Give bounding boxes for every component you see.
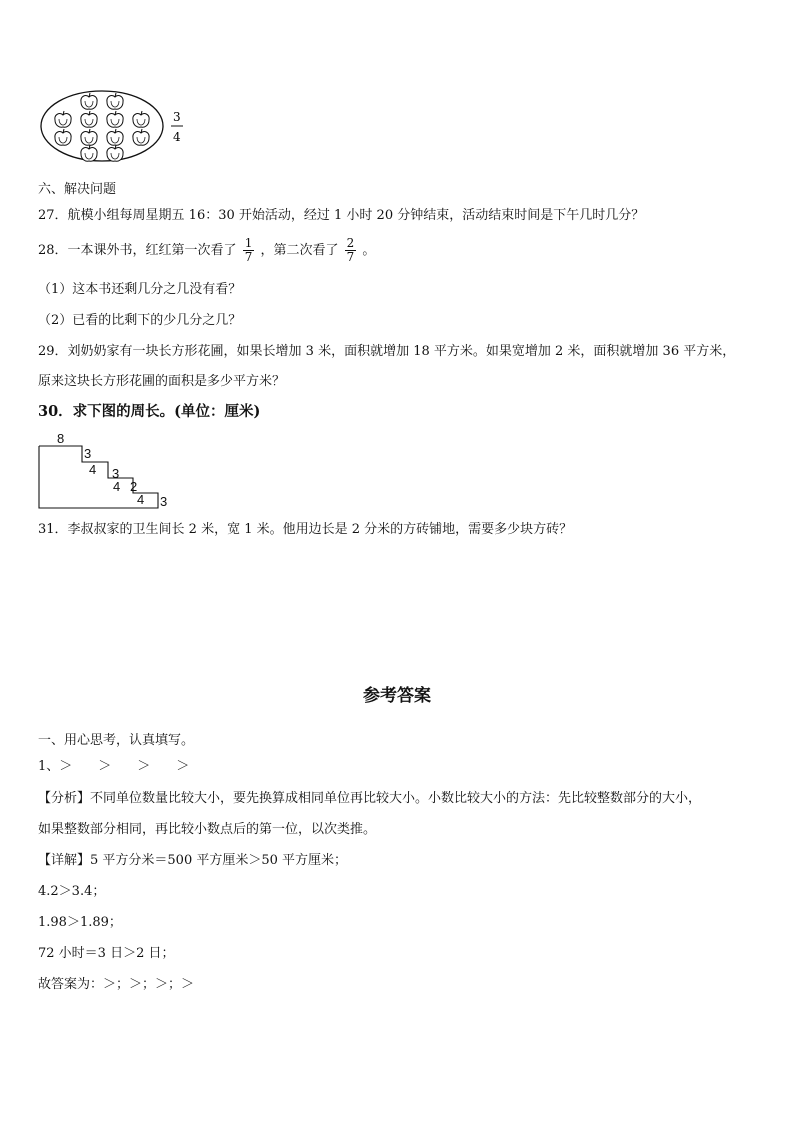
apple-icon (55, 129, 71, 145)
fraction-numerator: 1 (244, 236, 253, 250)
apple-icon (81, 93, 97, 109)
detail-line-c: 72 小时＝3 日＞2 日； (38, 946, 175, 961)
question-28-prefix: 28．一本课外书，红红第一次看了 (38, 243, 237, 258)
question-28-sub1: （1）这本书还剩几分之几没有看？ (38, 282, 242, 297)
apple-icon (81, 129, 97, 145)
detail-line-a: 4.2＞3.4； (38, 884, 106, 899)
apple-icon (107, 93, 123, 109)
fraction-numerator: 3 (173, 110, 181, 124)
answer-1: 1、＞ ＞ ＞ ＞ (38, 759, 190, 774)
fraction-denominator: 7 (244, 250, 253, 264)
question-28-sub2: （2）已看的比剩下的少几分之几？ (38, 313, 242, 328)
apples-figure (38, 88, 198, 168)
label-step1-3: 3 (84, 446, 92, 461)
question-31: 31．李叔叔家的卫生间长 2 米，宽 1 米。他用边长是 2 分米的方砖铺地，需要多少块方砖？ (38, 522, 573, 537)
fraction-denominator: 7 (346, 250, 355, 264)
detail-line-b: 1.98＞1.89； (38, 915, 122, 930)
staircase-figure (36, 432, 176, 516)
label-step3-4: 4 (137, 492, 145, 507)
fraction-two-sevenths (345, 237, 357, 264)
question-30: 30．求下图的周长。(单位：厘米) (38, 403, 261, 420)
answer-conclusion: 故答案为：＞；＞；＞；＞ (38, 977, 195, 992)
question-28 (38, 236, 375, 266)
label-step1-4: 4 (89, 462, 97, 477)
fraction-denominator: 4 (173, 130, 181, 144)
answers-section-1: 一、用心思考，认真填写。 (38, 733, 195, 748)
question-28-suffix: 。 (362, 243, 376, 258)
apple-icon (81, 111, 97, 127)
label-top-8: 8 (57, 432, 65, 446)
apple-icon (55, 111, 71, 127)
apple-icon (133, 129, 149, 145)
question-28-middle: ，第二次看了 (260, 243, 339, 258)
analysis-line-2: 如果整数部分相同，再比较小数点后的第一位，以次类推。 (38, 822, 377, 837)
apple-icon (133, 111, 149, 127)
answers-title: 参考答案 (363, 686, 431, 706)
apple-icon (107, 129, 123, 145)
fraction-numerator: 2 (346, 236, 355, 250)
detail-line: 【详解】5 平方分米＝500 平方厘米＞50 平方厘米； (38, 853, 348, 868)
question-29-line1: 29．刘奶奶家有一块长方形花圃，如果长增加 3 米，面积就增加 18 平方米。如果宽增加 2 米，面积就增加 36 平方米， (38, 344, 736, 359)
apples-oval-svg (38, 88, 198, 164)
label-step2-4: 4 (113, 479, 121, 494)
section-title-solve: 六、解决问题 (38, 182, 117, 197)
label-step2-3: 3 (112, 466, 120, 481)
label-step3-2: 2 (130, 479, 138, 494)
apple-icon (81, 145, 97, 161)
staircase-svg (36, 432, 176, 512)
analysis-line-1: 【分析】不同单位数量比较大小，要先换算成相同单位再比较大小。小数比较大小的方法：先比较整数部分的大小， (38, 791, 702, 806)
fraction-one-seventh (243, 237, 255, 264)
question-29-line2: 原来这块长方形花圃的面积是多少平方米？ (38, 374, 286, 389)
question-27: 27．航模小组每周星期五 16：30 开始活动，经过 1 小时 20 分钟结束，活动结束时间是下午几时几分？ (38, 208, 645, 223)
label-right-3: 3 (160, 494, 168, 509)
apple-icon (107, 145, 123, 161)
apple-icon (107, 111, 123, 127)
apple-group (55, 93, 149, 161)
